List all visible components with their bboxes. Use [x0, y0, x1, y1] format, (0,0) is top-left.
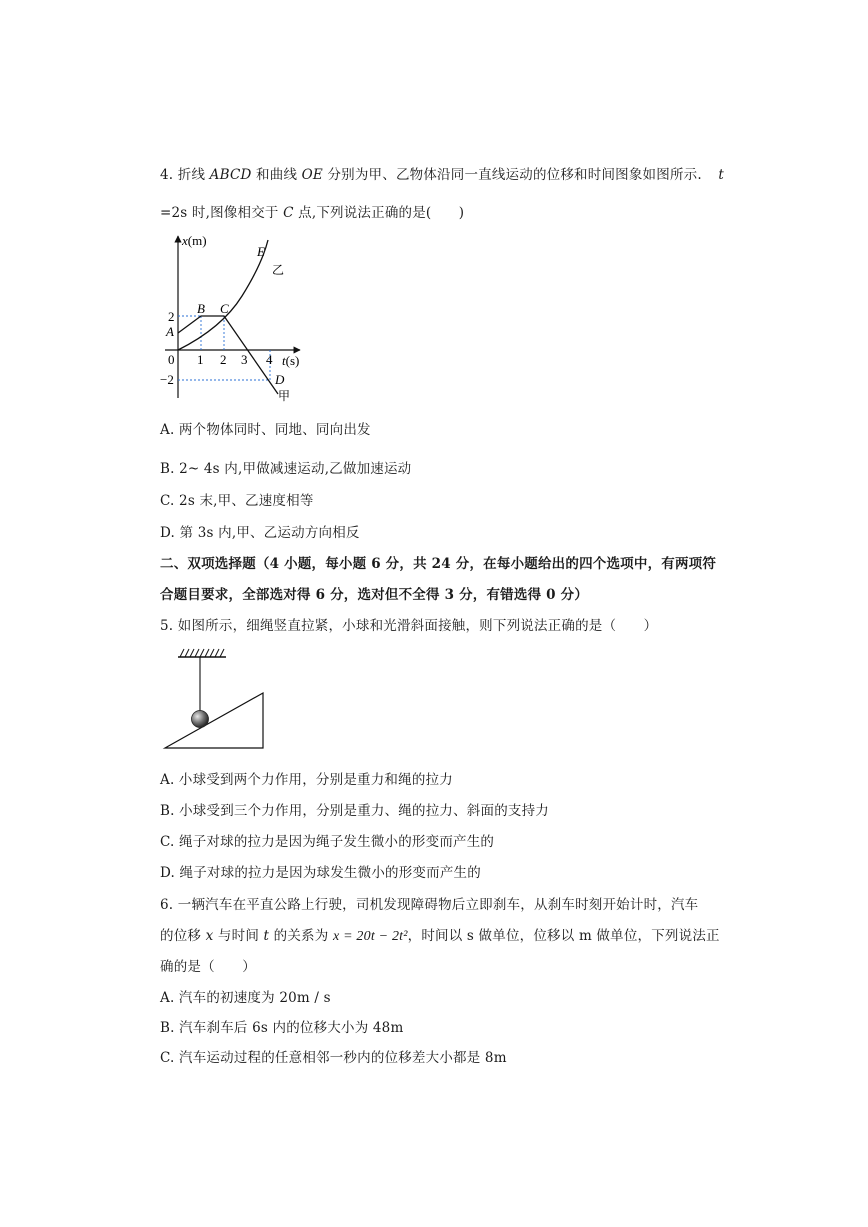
- x-tick-1: 1: [197, 352, 204, 367]
- q5-option-c: C. 绳子对球的拉力是因为绳子发生微小的形变而产生的: [160, 834, 495, 850]
- ball: [192, 711, 209, 728]
- section2-header-line1: 二、双项选择题（4 小题，每小题 6 分，共 24 分，在每小题给出的四个选项中，有两项符: [160, 556, 717, 572]
- q4-text: 4. 折线: [160, 167, 210, 183]
- q6-stem-line2: [160, 924, 720, 945]
- q5-option-b: B. 小球受到三个力作用，分别是重力、绳的拉力、斜面的支持力: [160, 803, 550, 819]
- line-jia: [178, 316, 278, 394]
- q6-option-b: B. 汽车刹车后 6s 内的位移大小为 48m: [160, 1020, 404, 1036]
- q6-x-var: x: [205, 928, 214, 944]
- point-e: E: [257, 244, 265, 259]
- q4-text: 点,下列说法正确的是( ): [293, 205, 465, 221]
- q4-oe: OE: [301, 167, 323, 183]
- point-b: B: [197, 301, 205, 316]
- origin-label: 0: [168, 352, 175, 367]
- q4-text: =2s 时,图像相交于: [160, 205, 284, 221]
- q4-stem-line1: [160, 163, 724, 183]
- xt-graph: [160, 228, 310, 408]
- q6-formula: x = 20t − 2t²: [332, 929, 408, 944]
- q6-option-a: A. 汽车的初速度为 20m / s: [160, 990, 331, 1006]
- q4-stem-line2: [160, 201, 464, 221]
- y-tick-m2: −2: [160, 372, 174, 387]
- x-tick-3: 3: [241, 352, 248, 367]
- q4-option-d: D. 第 3s 内,甲、乙运动方向相反: [160, 525, 360, 541]
- q4-text: 和曲线: [251, 167, 302, 183]
- q6-stem-line3: 确的是（ ）: [160, 959, 256, 975]
- q4-t-var: t: [718, 167, 724, 183]
- label-yi: 乙: [272, 263, 285, 277]
- curve-yi: [178, 240, 268, 350]
- q6-text: 与时间: [213, 928, 264, 944]
- q5-option-d: D. 绳子对球的拉力是因为球发生微小的形变而产生的: [160, 865, 481, 881]
- section2-header-line2: 合题目要求，全部选对得 6 分，选对但不全得 3 分，有错选得 0 分）: [160, 587, 589, 603]
- ceiling-hatch: [180, 649, 224, 657]
- y-tick-2: 2: [168, 309, 175, 324]
- point-c: C: [220, 301, 229, 316]
- q5-stem: 5. 如图所示，细绳竖直拉紧，小球和光滑斜面接触，则下列说法正确的是（ ）: [160, 618, 658, 634]
- q4-option-c: C. 2s 末,甲、乙速度相等: [160, 493, 314, 509]
- q6-text: 的关系为: [269, 928, 333, 944]
- q6-t-var: t: [263, 928, 270, 944]
- incline: [165, 693, 263, 748]
- q5-option-a: A. 小球受到两个力作用，分别是重力和绳的拉力: [160, 772, 453, 788]
- q6-stem-line1: 6. 一辆汽车在平直公路上行驶，司机发现障碍物后立即刹车，从刹车时刻开始计时，汽车: [160, 897, 699, 913]
- q6-option-c: C. 汽车运动过程的任意相邻一秒内的位移差大小都是 8m: [160, 1050, 507, 1066]
- point-d: D: [275, 372, 285, 387]
- q6-text: ，时间以 s 做单位，位移以 m 做单位，下列说法正: [407, 928, 720, 944]
- x-tick-4: 4: [266, 352, 273, 367]
- incline-figure: [160, 644, 270, 754]
- q6-text: 的位移: [160, 928, 206, 944]
- point-a: A: [166, 324, 174, 339]
- q4-abcd: ABCD: [209, 167, 252, 183]
- q4-option-b: B. 2~ 4s 内,甲做减速运动,乙做加速运动: [160, 461, 412, 477]
- label-jia: 甲: [278, 389, 291, 403]
- x-tick-2: 2: [220, 352, 227, 367]
- q4-text: 分别为甲、乙物体沿同一直线运动的位移和时间图象如图所示.: [322, 167, 702, 183]
- y-axis-label: x(m): [182, 233, 207, 248]
- x-axis-label: t(s): [282, 353, 300, 368]
- q4-c-point: C: [283, 205, 294, 221]
- q4-option-a: A. 两个物体同时、同地、同向出发: [160, 422, 371, 438]
